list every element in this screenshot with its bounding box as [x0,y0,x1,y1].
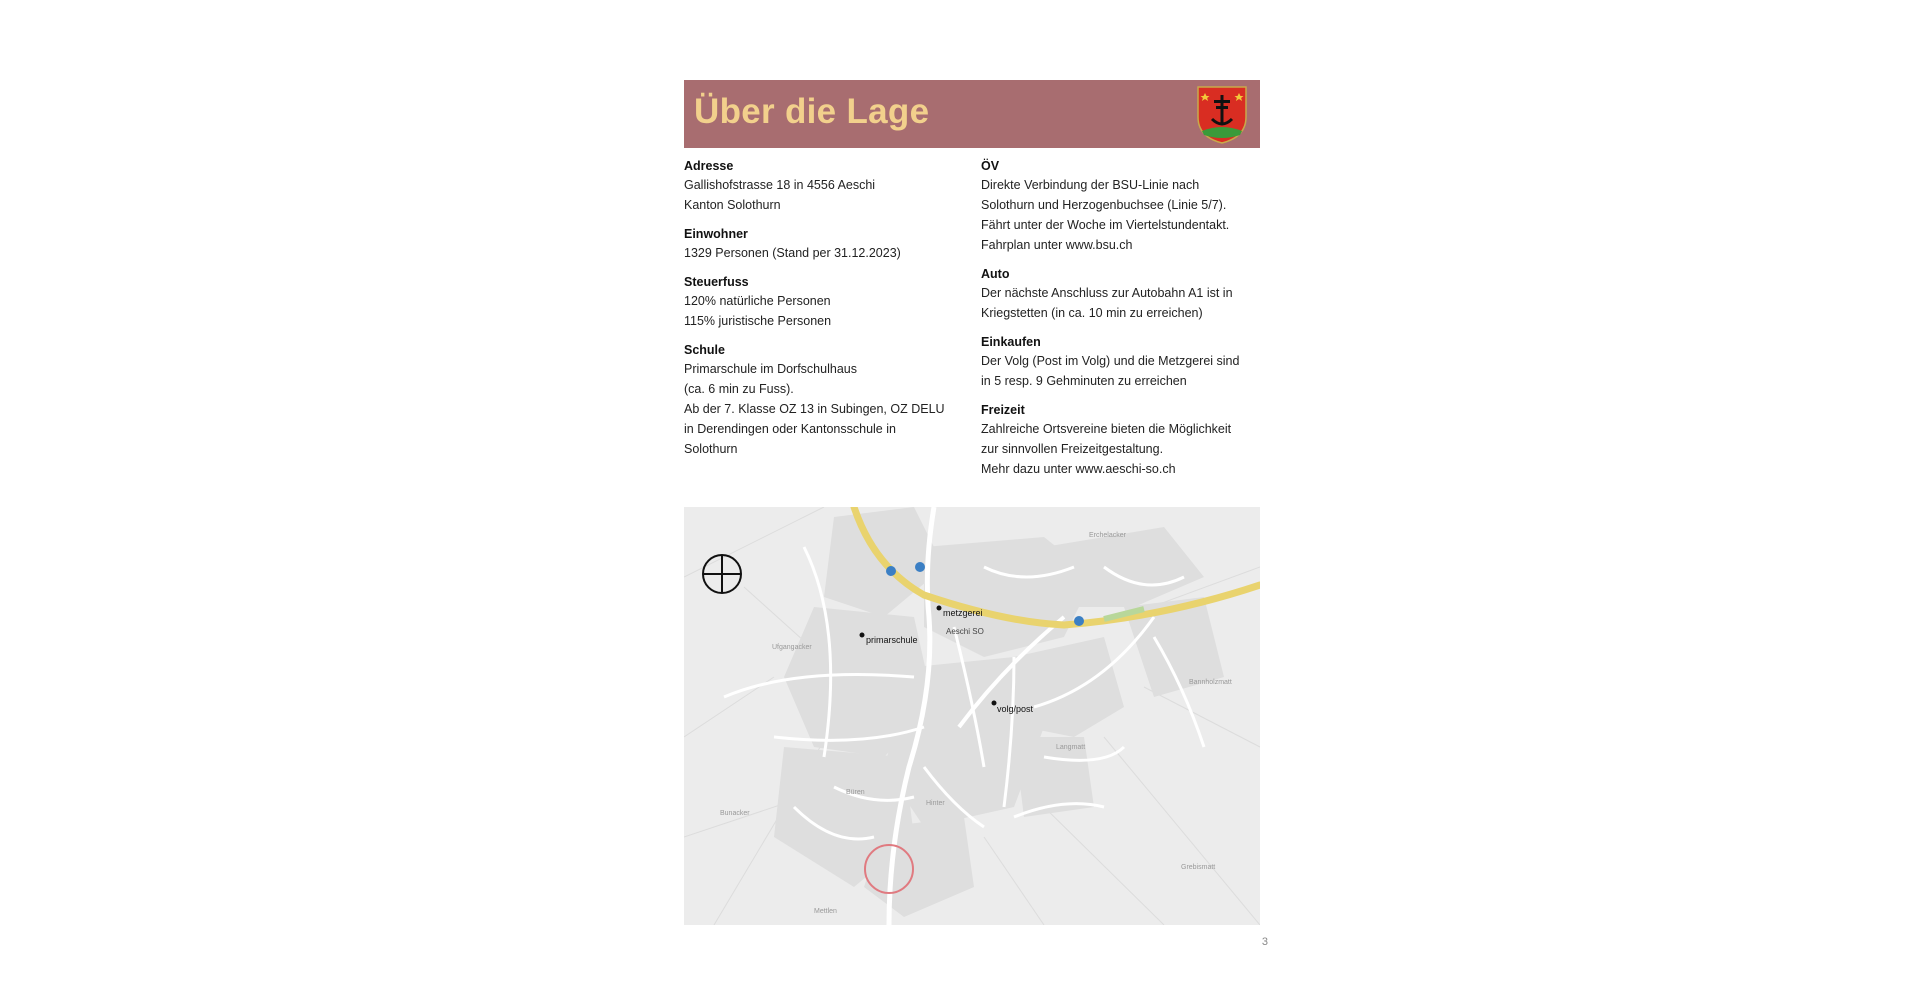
label-bunacker: Bunacker [720,810,750,817]
section-line: Zahlreiche Ortsvereine bieten die Möglichkeit [981,422,1232,436]
section-title: Steuerfuss [684,275,749,289]
section-line: Der Volg (Post im Volg) und die Metzgerei sind [981,354,1240,368]
section-line: Der nächste Anschluss zur Autobahn A1 ist in [981,286,1233,300]
info-section [684,274,964,331]
section-line: Ab der 7. Klasse OZ 13 in Subingen, OZ DELU [684,402,945,416]
section-line: Mehr dazu unter www.aeschi-so.ch [981,462,1176,476]
section-line: in 5 resp. 9 Gehminuten zu erreichen [981,374,1187,388]
info-section [981,266,1261,323]
primarschule-marker [860,633,865,638]
section-line: Primarschule im Dorfschulhaus [684,362,857,376]
info-section [684,226,964,263]
section-line: Gallishofstrasse 18 in 4556 Aeschi [684,178,876,192]
section-line: 1329 Personen (Stand per 31.12.2023) [684,246,901,260]
section-title: Freizeit [981,403,1025,417]
section-title: ÖV [981,159,1000,173]
section-line: Kanton Solothurn [684,198,781,212]
label-langmatt: Langmatt [1056,744,1086,751]
section-title: Einkaufen [981,335,1041,349]
label-hinter: Hinter [926,800,945,807]
info-section [684,158,964,215]
page-number: 3 [1261,936,1268,948]
section-line: Fahrplan unter www.bsu.ch [981,238,1133,252]
label-village: Aeschi SO [946,627,984,636]
section-line: in Derendingen oder Kantonsschule in [684,422,896,436]
title-banner [684,80,1260,148]
label-volg: volg/post [997,704,1034,714]
label-erchelacker: Erchelacker [1089,532,1126,539]
section-title: Adresse [684,159,734,173]
compass-icon [703,555,741,593]
label-primarschule: primarschule [866,635,918,645]
label-buren: Büren [846,789,865,796]
left-column [684,158,964,470]
section-line: Solothurn [684,442,738,456]
label-metzgerei: metzgerei [943,608,983,618]
info-section [981,158,1261,255]
section-line: Direkte Verbindung der BSU-Linie nach [981,178,1200,192]
section-line: zur sinnvollen Freizeitgestaltung. [981,442,1164,456]
section-line: Kriegstetten (in ca. 10 min zu erreichen) [981,306,1203,320]
section-title: Schule [684,343,725,357]
label-mettlen: Mettlen [814,908,837,915]
section-line: 120% natürliche Personen [684,294,831,308]
section-line: Fährt unter der Woche im Viertelstundentakt. [981,218,1230,232]
section-line: Solothurn und Herzogenbuchsee (Linie 5/7). [981,198,1227,212]
label-bannholzmatt: Bannholzmatt [1189,679,1232,686]
map-drawing [684,507,1260,925]
section-title: Auto [981,267,1010,281]
label-grebismatt: Grebismatt [1181,864,1216,871]
label-ufgangacker: Ufgangacker [772,644,812,651]
page-title: Über die Lage [694,92,930,131]
right-column [981,158,1261,490]
document-page [684,80,1268,960]
metzgerei-marker [937,606,942,611]
info-section [981,402,1261,479]
volg-marker [992,701,997,706]
info-section [981,334,1261,391]
section-line: (ca. 6 min zu Fuss). [684,382,794,396]
location-map [684,507,1260,925]
section-line: 115% juristische Personen [684,314,832,328]
coat-of-arms-icon [1196,83,1248,145]
section-title: Einwohner [684,227,748,241]
info-section [684,342,964,459]
